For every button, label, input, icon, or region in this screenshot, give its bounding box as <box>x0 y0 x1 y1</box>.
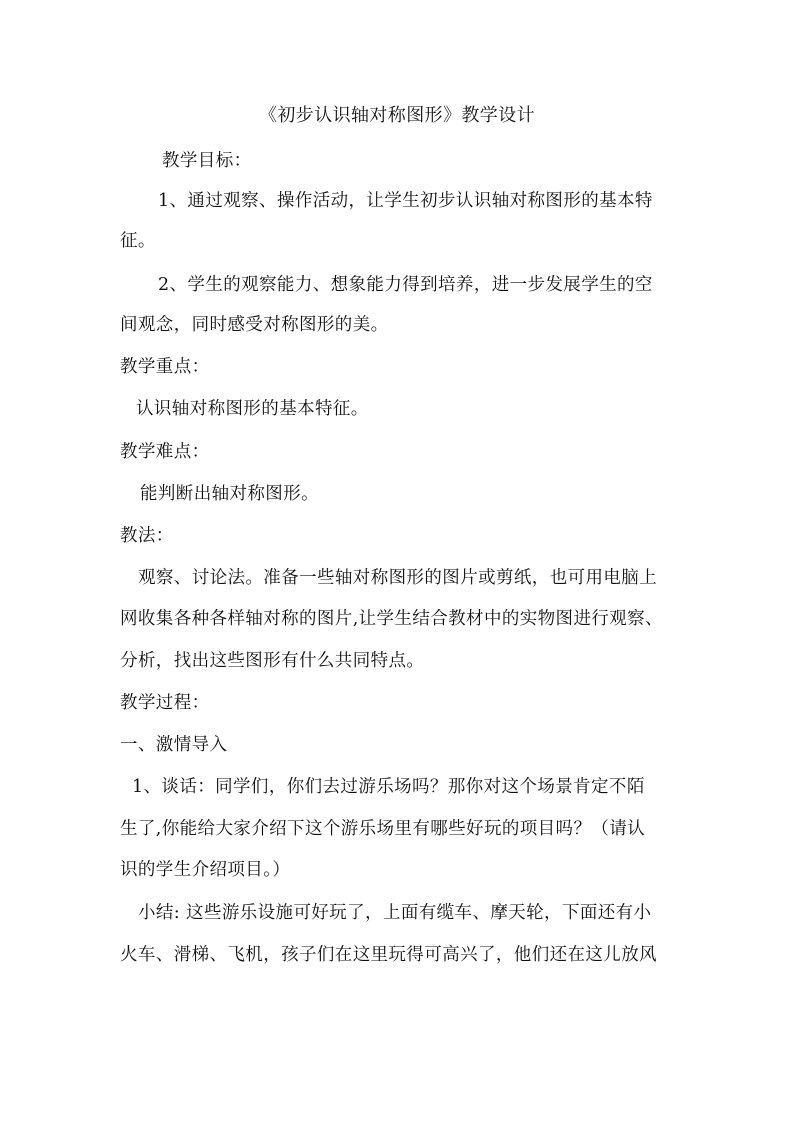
summary-line-2: 火车、滑梯、飞机，孩子们在这里玩得可高兴了，他们还在这儿放风 <box>120 945 657 965</box>
methods-line-1: 观察、讨论法。准备一些轴对称图形的图片或剪纸，也可用电脑上 <box>138 568 658 588</box>
objective-2-line-1: 2、学生的观察能力、想象能力得到培养，进一步发展学生的空 <box>158 275 653 295</box>
objectives-heading: 教学目标： <box>162 151 252 171</box>
key-points-heading: 教学重点： <box>120 357 210 377</box>
talk-line-2: 生了,你能给大家介绍下这个游乐场里有哪些好玩的项目吗？（请认 <box>120 819 646 839</box>
difficulties-text: 能判断出轴对称图形。 <box>140 484 319 504</box>
objective-1-line-1: 1、通过观察、操作活动，让学生初步认识轴对称图形的基本特 <box>158 191 653 211</box>
methods-line-3: 分析，找出这些图形有什么共同特点。 <box>120 651 425 671</box>
process-heading: 教学过程： <box>120 693 210 713</box>
talk-line-3: 识的学生介绍项目。） <box>120 860 291 880</box>
document-title: 《初步认识轴对称图形》教学设计 <box>259 105 535 126</box>
key-points-text: 认识轴对称图形的基本特征。 <box>136 399 369 419</box>
methods-heading: 教法： <box>120 526 174 546</box>
talk-line-1: 1、谈话：同学们，你们去过游乐场吗？那你对这个场景肯定不陌 <box>132 777 645 797</box>
methods-line-2: 网收集各种各样轴对称的图片,让学生结合教材中的实物图进行观察、 <box>120 609 663 629</box>
summary-line-1: 小结: 这些游乐设施可好玩了，上面有缆车、摩天轮，下面还有小 <box>138 903 652 923</box>
section-1-heading: 一、激情导入 <box>120 735 228 755</box>
objective-2-line-2: 间观念，同时感受对称图形的美。 <box>120 315 389 335</box>
objective-1-line-2: 征。 <box>120 231 156 251</box>
difficulties-heading: 教学难点： <box>120 442 210 462</box>
